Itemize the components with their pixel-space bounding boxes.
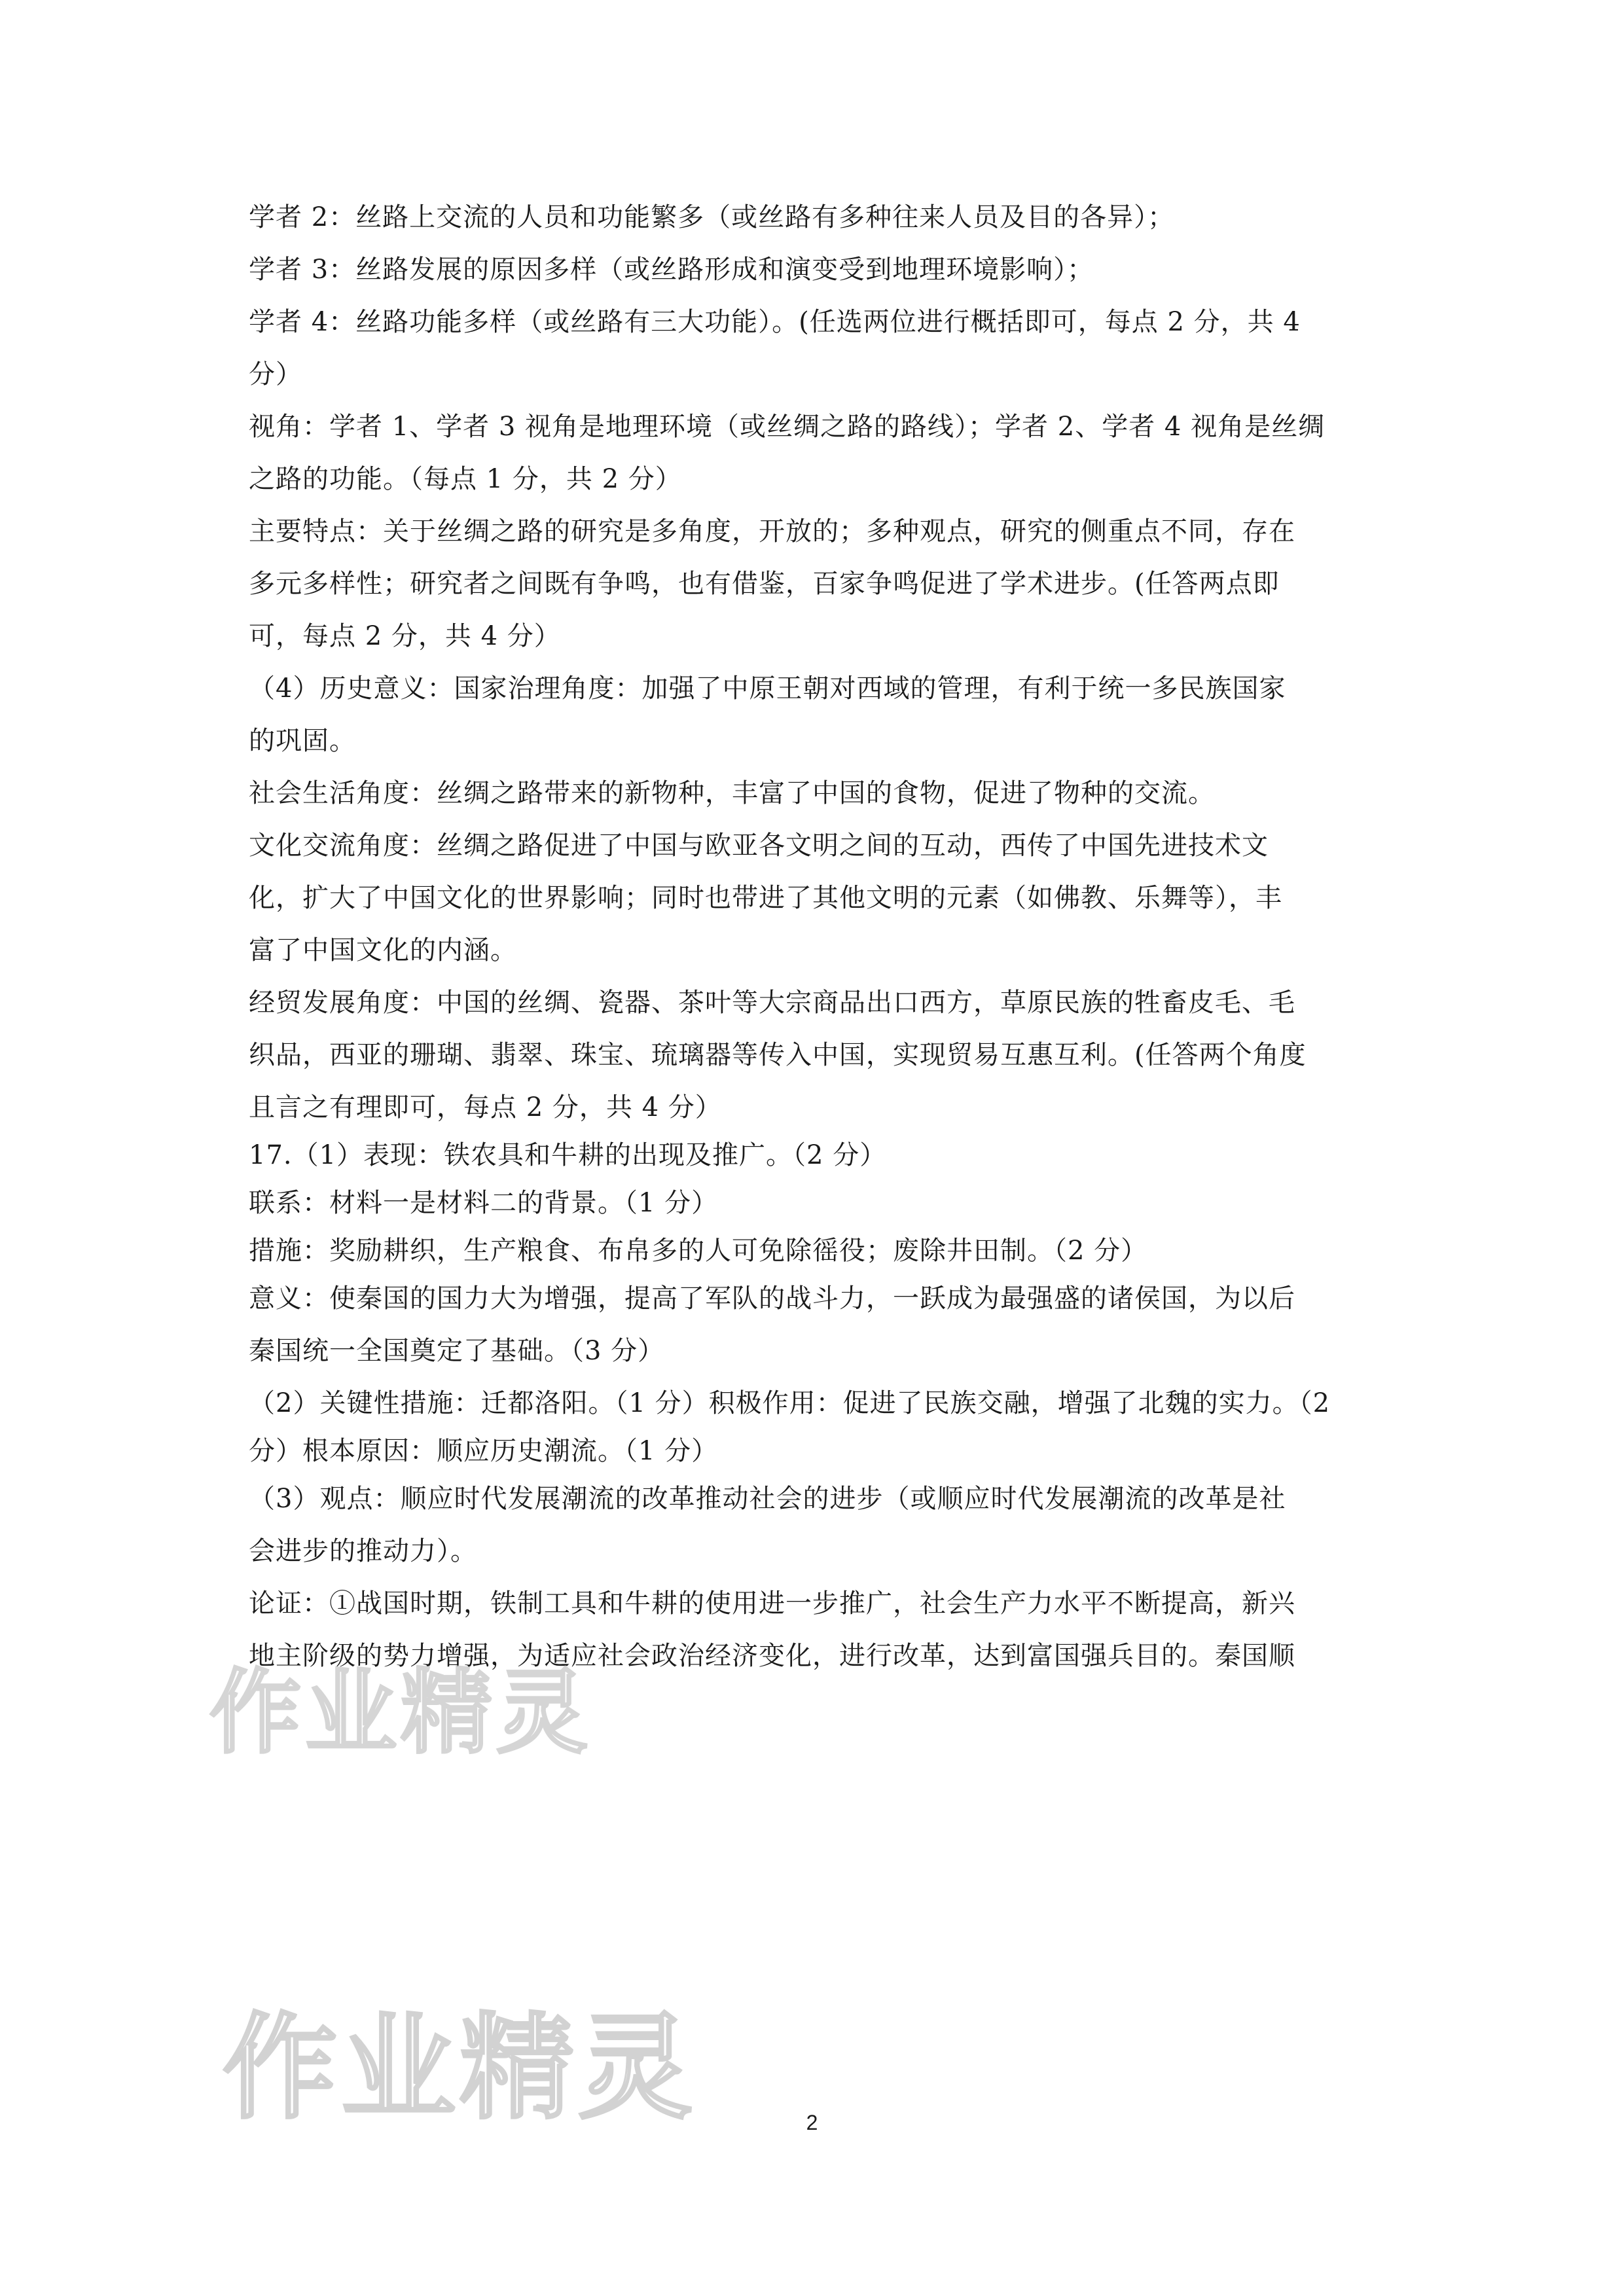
- text-line: （4）历史意义：国家治理角度：加强了中原王朝对西域的管理，有利于统一多民族国家: [249, 673, 1286, 704]
- text-line: 主要特点：关于丝绸之路的研究是多角度，开放的；多种观点，研究的侧重点不同，存在: [249, 516, 1295, 547]
- text-line: 多元多样性；研究者之间既有争鸣，也有借鉴，百家争鸣促进了学术进步。(任答两点即: [249, 569, 1280, 599]
- watermark-logo: 作业精灵: [223, 2002, 696, 2135]
- text-line: 17.（1）表现：铁农具和牛耕的出现及推广。（2 分）: [249, 1140, 887, 1170]
- text-line: 联系：材料一是材料二的背景。（1 分）: [249, 1188, 719, 1218]
- watermark-logo: 作业精灵: [209, 1660, 592, 1767]
- text-line: 富了中国文化的内涵。: [249, 935, 517, 965]
- text-line: 学者 3：丝路发展的原因多样（或丝路形成和演变受到地理环境影响）；: [249, 255, 1094, 285]
- text-line: 之路的功能。（每点 1 分，共 2 分）: [249, 464, 682, 494]
- text-line: 织品，西亚的珊瑚、翡翠、珠宝、琉璃器等传入中国，实现贸易互惠互利。(任答两个角度: [249, 1040, 1307, 1070]
- text-line: 意义：使秦国的国力大为增强，提高了军队的战斗力，一跃成为最强盛的诸侯国，为以后: [249, 1283, 1295, 1314]
- text-line: 文化交流角度：丝绸之路促进了中国与欧亚各文明之间的互动，西传了中国先进技术文: [249, 831, 1269, 861]
- text-line: 社会生活角度：丝绸之路带来的新物种，丰富了中国的食物，促进了物种的交流。: [249, 778, 1215, 808]
- text-line: 经贸发展角度：中国的丝绸、瓷器、茶叶等大宗商品出口西方，草原民族的牲畜皮毛、毛: [249, 988, 1295, 1018]
- text-line: 分）根本原因：顺应历史潮流。（1 分）: [249, 1436, 719, 1466]
- page-number: 2: [806, 2111, 818, 2134]
- text-line: 论证：①战国时期，铁制工具和牛耕的使用进一步推广，社会生产力水平不断提高，新兴: [249, 1588, 1295, 1619]
- text-line: 秦国统一全国奠定了基础。（3 分）: [249, 1336, 665, 1366]
- text-line: 化，扩大了中国文化的世界影响；同时也带进了其他文明的元素（如佛教、乐舞等），丰: [249, 883, 1282, 913]
- text-line: 可，每点 2 分，共 4 分）: [249, 621, 561, 651]
- text-line: 地主阶级的势力增强，为适应社会政治经济变化，进行改革，达到富国强兵目的。秦国顺: [249, 1641, 1295, 1671]
- text-line: （2）关键性措施：迁都洛阳。（1 分）积极作用：促进了民族交融，增强了北魏的实力。（2: [249, 1388, 1331, 1418]
- text-line: 学者 4：丝路功能多样（或丝路有三大功能）。(任选两位进行概括即可，每点 2 分，共 4: [249, 307, 1301, 337]
- text-line: 会进步的推动力）。: [249, 1536, 477, 1566]
- text-line: 分）: [249, 359, 302, 389]
- text-line: 视角：学者 1、学者 3 视角是地理环境（或丝绸之路的路线）；学者 2、学者 4 视角是丝绸: [249, 412, 1326, 442]
- text-line: 的巩固。: [249, 726, 356, 756]
- text-line: 措施：奖励耕织，生产粮食、布帛多的人可免除徭役；废除井田制。（2 分）: [249, 1236, 1148, 1266]
- answer-text-block: [249, 196, 1388, 1672]
- text-line: （3）观点：顺应时代发展潮流的改革推动社会的进步（或顺应时代发展潮流的改革是社: [249, 1484, 1286, 1514]
- text-line: 且言之有理即可，每点 2 分，共 4 分）: [249, 1092, 722, 1122]
- text-line: 学者 2：丝路上交流的人员和功能繁多（或丝路有多种往来人员及目的各异）；: [249, 202, 1175, 232]
